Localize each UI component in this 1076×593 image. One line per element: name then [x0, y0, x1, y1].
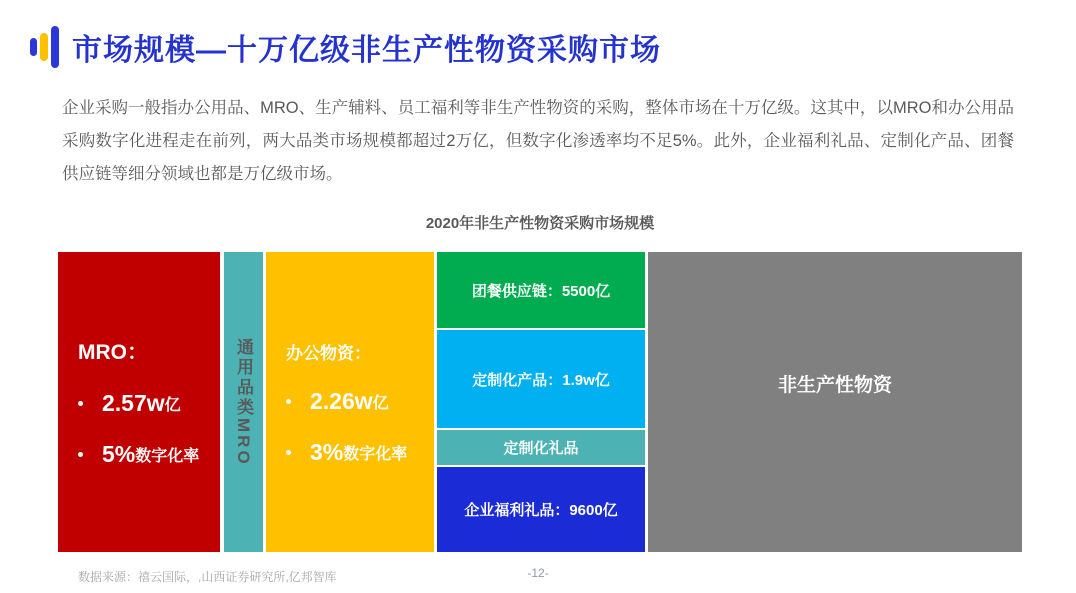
office-bullet-value [286, 388, 434, 415]
office-value: 2.26w [310, 387, 373, 414]
general-mro-label: 通用品类MRO [234, 337, 253, 467]
office-rate-label: 数字化率 [343, 445, 408, 463]
block-mro [58, 252, 220, 552]
bar-icon-segment [40, 33, 48, 61]
bullet-dot [286, 399, 291, 404]
mid-column [437, 252, 645, 552]
slide-header [30, 24, 661, 70]
mro-value: 2.57w [102, 390, 165, 416]
page-number: -12- [527, 566, 549, 580]
block-general-mro [224, 252, 263, 552]
catering-label: 团餐供应链：5500亿 [471, 282, 611, 300]
data-source: 数据来源：禧云国际，,山西证券研究所,亿邦智库 [78, 570, 337, 584]
mro-bullet-value [78, 390, 220, 417]
block-custom-gifts [437, 430, 645, 465]
block-custom-products [437, 330, 645, 428]
mro-heading: MRO： [78, 341, 148, 364]
mro-bullet-rate [78, 441, 220, 468]
mro-rate: 5% [102, 441, 136, 467]
block-catering-supply-chain [437, 252, 645, 328]
bullet-dot [286, 450, 291, 455]
page-title: 市场规模—十万亿级非生产性物资采购市场 [72, 34, 661, 67]
block-non-production-materials [648, 252, 1022, 552]
body-paragraph: 企业采购一般指办公用品、MRO、生产辅料、员工福利等非生产性物资的采购，整体市场在十万亿级。这其中，以MRO和办公用品采购数字化进程走在前列，两大品类市场规模都超过2万亿，但数字化渗透率均不足5%。此外，企业福利礼品、定制化产品、团餐供应链等细分领域也都是万亿级市场。 [62, 99, 1014, 183]
office-bullet-rate [286, 439, 434, 466]
custom-gifts-label: 定制化礼品 [503, 440, 579, 457]
office-value-unit: 亿 [372, 394, 389, 412]
block-welfare-gifts [437, 467, 645, 552]
bar-chart-icon [30, 24, 59, 70]
block-office-supplies [266, 252, 434, 552]
mro-rate-label: 数字化率 [135, 448, 200, 465]
bar-icon-segment [30, 38, 37, 56]
office-heading: 办公物资： [286, 343, 371, 363]
custom-products-label: 定制化产品：1.9w亿 [472, 371, 610, 389]
market-size-chart [58, 252, 1022, 552]
chart-title: 2020年非生产性物资采购市场规模 [425, 215, 655, 232]
welfare-gifts-label: 企业福利礼品：9600亿 [464, 502, 618, 519]
mro-value-unit: 亿 [164, 397, 181, 414]
bullet-dot [78, 452, 83, 457]
non-production-label: 非生产性物资 [777, 374, 892, 396]
bullet-dot [78, 401, 83, 406]
bar-icon-segment [51, 26, 59, 68]
office-rate: 3% [310, 438, 344, 465]
